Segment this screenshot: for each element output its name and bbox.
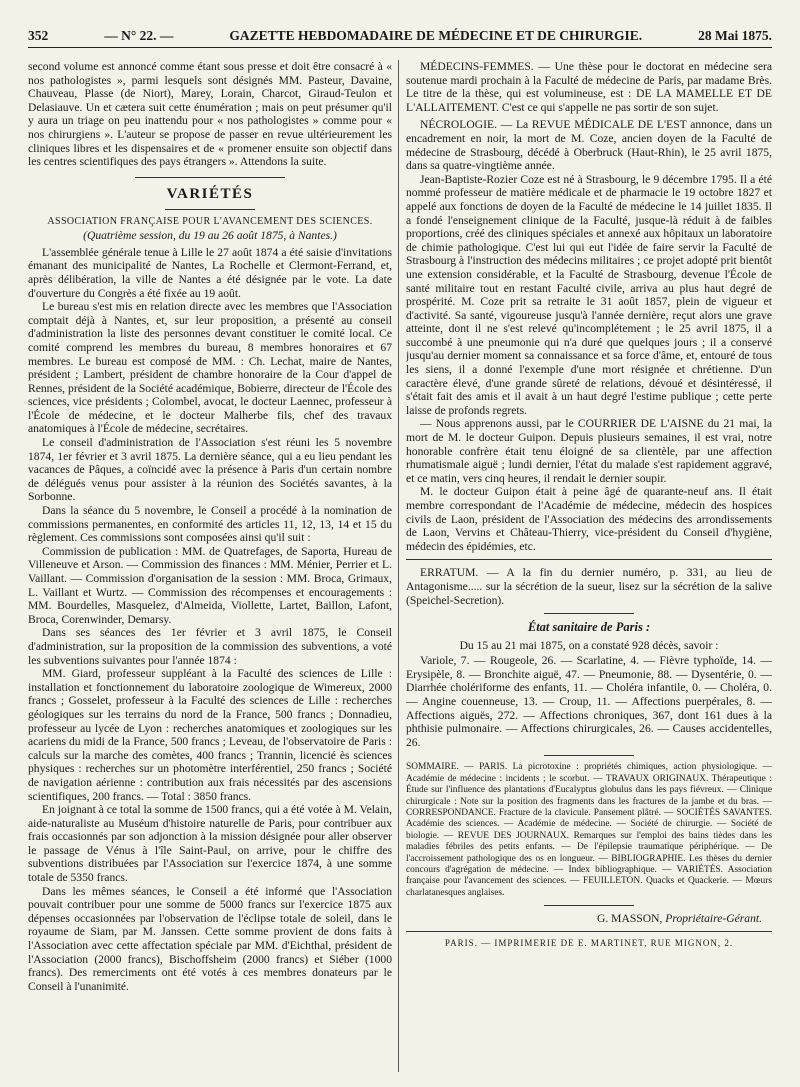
body-paragraph: L'assemblée générale tenue à Lille le 27 août 1874 a été saisie d'invitations émanant des municipalité de Nantes, La Rochelle et Clermont-Ferrand, et, après délibération, la ville de Nantes a été désignée par le vote. La date d'ouverture du Congrès a été fixée au 19 août. [28, 245, 392, 300]
signature [406, 912, 762, 925]
body-paragraph: Le bureau s'est mis en relation directe avec les membres que l'Association comptait déjà à Nantes, et, sur leur proposition, a présenté au conseil d'administration la liste des personnes devant constituer le comité local. Ce comité comprend les membres du bureau, 8 membres honoraires et 67 membres. Le bureau est composé de MM. : Ch. Lechat, maire de Nantes, président ; Lambert, président de chambre honoraire de la Cour d'appel de Rennes, président de la Société académique, Bobierre, directeur de l'École des sciences, vice présidents ; Colombel, avocat, le docteur Laennec, professeur à l'École de médecine, et le docteur Malherbe fils, chef des travaux anatomiques à l'École de médecine, secrétaires. [28, 300, 392, 436]
medecins-femmes-note: MÉDECINS-FEMMES. — Une thèse pour le doctorat en médecine sera soutenue mardi prochain à la Faculté de médecine de Paris, par madame Brès. Le titre de la thèse, qui est volumineuse, est : DE LA MAMELLE ET DE L'ALLAITEMENT. C'est ce qui s'appelle ne pas sortir de son sujet. [406, 60, 772, 114]
page-number: 352 [28, 28, 49, 43]
signature-role: Propriétaire-Gérant. [665, 912, 762, 926]
divider [544, 905, 634, 906]
newspaper-page [28, 22, 772, 1072]
divider [135, 177, 285, 178]
body-paragraph: Dans ses séances des 1er février et 3 avril 1875, le Conseil d'administration, sur la proposition de la commission des subventions, a voté les subventions suivantes pour l'année 1874 : [28, 626, 392, 667]
divider [544, 755, 634, 756]
issue-number: — N° 22. — [104, 28, 174, 43]
body-paragraph: Dans les mêmes séances, le Conseil a été informé que l'Association pouvait contribuer pour une somme de 5000 francs sur l'exercice 1875 aux dépenses occasionnées par l'observation de l'éclipse totale de soleil, dans le royaume de Siam, par M. Janssen. Cette somme provient de dons faits à l'Association avec cette affectation spéciale par MM. d'Eichthal, président de l'Association (2000 francs), Bischoffsheim (2000 francs) et Siéber (1000 francs). Des remerciments ont été votés à ces membres donateurs par le Conseil à l'unanimité. [28, 884, 392, 993]
necrologie-paragraph: Jean-Baptiste-Rozier Coze est né à Strasbourg, le 9 décembre 1795. Il a été nommé professeur de matière médicale et de pharmacie le 19 octobre 1827 et appelé aux fonctions de doyen de la Faculté de médecine le 14 juillet 1835. Il a fondé l'enseignement clinique de la Faculté, jusque-là réduit à de faibles proportions, créé des cliniques spéciales et annexé aux hôpitaux un laboratoire de chimie pathologique. C'est lui qui eut l'idée de faire servir la Faculté de Strasbourg à l'instruction des médecins militaires ; ce projet adopté prit bientôt une extension considérable, et la Faculté de Strasbourg, devenue l'École de santé militaire tout en restant Faculté civile, arriva au plus haut degré de prospérité. M. Coze prit sa retraite le 31 août 1857, plein de vigueur et d'activité. Sa santé, vigoureuse jusqu'à l'année dernière, reçut alors une grave atteinte, dont il ne s'est relevé qu'incomplétement ; le 25 avril 1875, il a succombé à une pneumonie qui n'a duré que quelques jours ; il a conservé jusqu'au dernier moment sa connaissance et sa force d'âme, et, entouré de tous les siens, il a donné l'exemple d'une mort résignée et chrétienne. D'un caractère élevé, d'une grande sûreté de relations, dévoué et désintéressé, il s'était fait des amis et il avait à un haut degré l'estime publique ; cette perte laisse de profonds regrets. [406, 172, 772, 417]
association-session: (Quatrième session, du 19 au 26 août 1875, à Nantes.) [83, 228, 337, 242]
divider [544, 613, 634, 614]
right-column [406, 60, 772, 1072]
association-heading: ASSOCIATION FRANÇAISE POUR L'AVANCEMENT DES SCIENCES. [47, 215, 373, 227]
section-title-varietes: VARIÉTÉS [166, 185, 254, 202]
imprint: PARIS. — IMPRIMERIE DE E. MARTINET, RUE MIGNON, 2. [444, 938, 734, 949]
issue-date: 28 Mai 1875. [698, 28, 772, 43]
body-paragraph: MM. Giard, professeur suppléant à la Faculté des sciences de Lille : installation et fonctionnement du laboratoire zoologique de Wimereux, 2000 francs ; Gosselet, professeur à la Faculté des sciences de Lille : recherches géologiques sur les terrains du nord de la France, 500 francs ; Donnadieu, professeur au lycée de Lyon : recherches anatomiques et zoologiques sur les acariens du midi de la France, 500 francs ; Leveau, de l'observatoire de Paris : calculs sur la marche des comètes, 400 francs ; Trannin, licencié ès sciences physiques : recherches sur un photomètre interférentiel, 250 francs ; Société de navigation aérienne : contribution aux frais nécessités par des ascensions scientifiques, 200 francs. — Total : 3850 francs. [28, 667, 392, 803]
body-paragraph: Dans la séance du 5 novembre, le Conseil a procédé à la nomination de commissions permanentes, en conformité des articles 11, 12, 13, 14 et 15 du règlement. Ces commissions sont composées ainsi qu'il suit : [28, 504, 392, 545]
signature-name: G. MASSON, [596, 912, 663, 926]
columns [28, 60, 772, 1072]
necrologie-paragraph: — Nous apprenons aussi, par le COURRIER DE L'AISNE du 21 mai, la mort de M. le docteur Guipon. Depuis plusieurs semaines, il est vrai, notre honorable confrère était tenu éloigné de sa clientèle, par une affection rhumatismale aiguë ; lundi dernier, l'état du malade s'est rapidement aggravé, et ce matin, vers cinq heures, il rendait le dernier soupir. [406, 417, 772, 485]
page-header [28, 22, 772, 48]
left-column [28, 60, 392, 1072]
divider [406, 559, 772, 560]
sommaire: SOMMAIRE. — PARIS. La picrotoxine : propriétés chimiques, action physiologique. — Académie de médecine : incidents ; le scorbut. — TRAVAUX ORIGINAUX. Thérapeutique : Étude sur l'influence des plantations d'Eucalyptus globulus dans les pays fiévreux. — Clinique chirurgicale : Note sur la position des fragments dans les fractures de la jambe et du bras. — CORRESPONDANCE. Fracture de la clavicule. Pansement plâtré. — SOCIÉTÉS SAVANTES. Académie des sciences. — Académie de médecine. — Société de chirurgie. — Société de biologie. — REVUE DES JOURNAUX. Remarques sur l'emploi des bains tièdes dans les maladies fébriles des petits enfants. — De l'épilepsie traumatique périphérique. — De l'accroissement pathologique des os en longueur. — BIBLIOGRAPHIE. Les thèses du dernier concours d'agrégation de médecine. — Index bibliographique. — VARIÉTÉS. Association française pour l'avancement des sciences. — FEUILLETON. Quacks et Quackerie. — Mœurs charlatanesques anglaises. [406, 762, 772, 898]
necrologie-paragraph: NÉCROLOGIE. — La REVUE MÉDICALE DE L'EST annonce, dans un encadrement en noir, la mort de M. Coze, ancien doyen de la Faculté de médecine de Strasbourg, décédé à Oberbruck (Haut-Rhin), le 25 avril 1875, dans sa quatre-vingtième année. [406, 118, 772, 173]
etat-sanitaire-text: Variole, 7. — Rougeole, 26. — Scarlatine, 4. — Fièvre typhoïde, 14. — Erysipèle, 8. — Bronchite aiguë, 47. — Pneumonie, 88. — Dysentérie, 0. — Diarrhée cholériforme des enfants, 11. — Choléra infantile, 0. — Choléra, 0. — Angine couenneuse, 13. — Croup, 11. — Affections puerpérales, 8. — Affections aiguës, 272. — Affections chroniques, 367, dont 161 dues à la phthisie pulmonaire. — Affections chirurgicales, 26. — Causes accidentelles, 26. [406, 654, 772, 749]
etat-sanitaire-subtitle: Du 15 au 21 mai 1875, on a constaté 928 décès, savoir : [459, 639, 719, 653]
necrologie-paragraph: M. le docteur Guipon était à peine âgé de quarante-neuf ans. Il était membre correspondant de l'Académie de médecine, médecin des hospices civils de Laon, président de l'Association des médecins des arrondissements de Laon, Vervins et Château-Thierry, vice-président du Conseil d'hygiène, médecin des épidémies, etc. [406, 485, 772, 553]
body-paragraph: Le conseil d'administration de l'Association s'est réuni les 5 novembre 1874, 1er février et 3 avril 1875. La dernière séance, qui a eu lieu pendant les vacances de Pâques, a coïncidé avec la présence à Paris d'un certain nombre de délégués venus pour assister à la réunion des Sociétés savantes, à la Sorbonne. [28, 436, 392, 504]
journal-title: GAZETTE HEBDOMADAIRE DE MÉDECINE ET DE CHIRURGIE. [229, 28, 643, 43]
intro-paragraph: second volume est annoncé comme étant sous presse et doit être consacré à « nos pathologistes », parmi lesquels sont désignés MM. Pasteur, Davaine, Chauveau, Plasse (de Niort), Marey, Lorain, Charcot, Giraud-Teulon et Delasiauve. Un et cætera suit cette énumération ; mais on peut présumer qu'il y aura un triage on peu inattendu pour « nos pathologistes » comme pour « nos chirurgiens ». L'auteur se propose de passer en revue ultérieurement les cliniques libres et les dispensaires et de « promener ensuite son objectif dans les centres scientifiques des pays étrangers ». Attendons la suite. [28, 60, 392, 169]
body-paragraph: Commission de publication : MM. de Quatrefages, de Saporta, Hureau de Villeneuve et Arson. — Commission des finances : MM. Ménier, Perrier et L. Vaillant. — Commission d'organisation de la session : MM. Broca, Grimaux, L. Vaillant et Wurtz. — Commission des récompenses et encouragements : MM. Bourdelles, Masquelez, d'Almeida, Viollette, Lartet, Baillon, Lafont, Broca, Corenwinder, Demarsy. [28, 544, 392, 626]
divider [165, 209, 255, 210]
erratum: ERRATUM. — A la fin du dernier numéro, p. 331, au lieu de Antagonisme..... sur la sécrétion de la sueur, lisez sur la sécrétion de la salive (Speichel-Secretion). [406, 566, 772, 607]
etat-sanitaire-title: État sanitaire de Paris : [527, 620, 651, 635]
divider [406, 931, 772, 932]
body-paragraph: En joignant à ce total la somme de 1500 francs, qui a été votée à M. Velain, aide-naturaliste au Muséum d'histoire naturelle de Paris, pour contribuer aux frais occasionnés par son adjonction à la mission désignée pour aller observer le passage de Vénus à l'île Saint-Paul, on arrive, pour le chiffre des subventions distribuées par l'Association sur l'exercice 1874, à une somme totale de 5350 francs. [28, 803, 392, 885]
column-divider [398, 60, 399, 1072]
